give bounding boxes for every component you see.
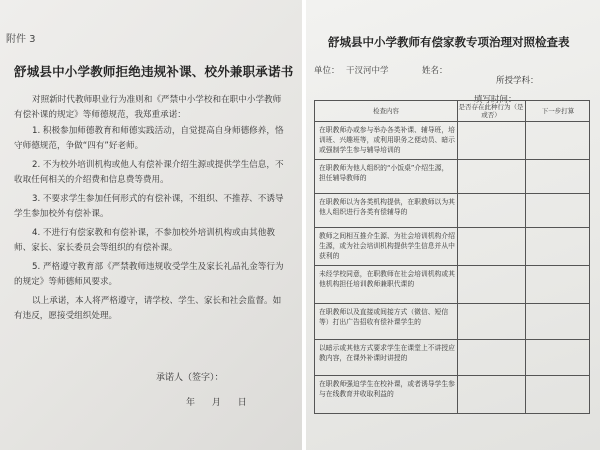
row-divider — [315, 265, 589, 266]
pledge-item: 4. 不进行有偿家教和有偿补课，不参加校外培训机构或由其他教师、家长、家长委员会等组织的有偿补课。 — [14, 228, 275, 253]
row-divider — [315, 193, 589, 194]
row-divider — [315, 227, 589, 228]
row-divider — [315, 159, 589, 160]
subject-label: 所授学科： — [496, 76, 539, 86]
checklist-table — [314, 100, 590, 414]
table-row: 以暗示或其他方式要求学生在课堂上不讲授应教内容，在课外补课时讲授的 — [319, 344, 455, 362]
attachment-label: 附件 3 — [6, 34, 36, 45]
checklist-document — [306, 0, 600, 450]
header-check-content: 检查内容 — [373, 107, 399, 115]
checklist-title: 舒城县中小学教师有偿家教专项治理对照检查表 — [328, 35, 570, 49]
row-divider — [315, 339, 589, 340]
pledge-item: 5. 严格遵守教育部《严禁教师违规收受学生及家长礼品礼金等行为的规定》等师德师风要求。 — [14, 262, 284, 287]
date-label: 年 月 日 — [186, 398, 247, 408]
pledge-item: 3. 不要求学生参加任何形式的有偿补课，不组织、不推荐、不诱导学生参加校外有偿补课。 — [14, 194, 284, 219]
row-divider — [315, 121, 589, 122]
fill-date-label: 填写时间： — [474, 95, 517, 105]
pledge-item: 1. 积极参加师德教育和师德实践活动，自觉提高自身师德修养，恪守师德规范，争做“四有”好老师。 — [14, 126, 284, 151]
table-divider — [525, 101, 526, 413]
signer-label: 承诺人（签字）： — [156, 373, 224, 383]
row-divider — [315, 303, 589, 304]
table-row: 在职教师强迫学生在校补课，或者诱导学生参与在线教育并收取利益的 — [319, 380, 455, 398]
pledge-item: 以上承诺，本人将严格遵守，请学校、学生、家长和社会监督。如有违反，愿接受组织处理。 — [14, 296, 282, 321]
table-row: 未经学校同意，在职教师在社会培训机构或其他机构担任培训教师兼职代课的 — [319, 270, 455, 288]
header-has-behavior: 是否存在此种行为（是或否） — [458, 103, 524, 119]
table-row: 教师之间相互推介生源、为社会培训机构介绍生源，或为社会培训机构提供学生信息并从中获利的 — [319, 232, 455, 260]
table-divider — [457, 101, 458, 413]
pledge-title: 舒城县中小学教师拒绝违规补课、校外兼职承诺书 — [14, 64, 294, 79]
pledge-intro: 对照新时代教师职业行为准则和《严禁中小学校和在职中小学教师有偿补课的规定》等师德规范，我郑重承诺： — [14, 95, 282, 120]
pledge-item: 2. 不为校外培训机构或他人有偿补课介绍生源或提供学生信息，不收取任何相关的介绍费和信息费等费用。 — [14, 160, 284, 185]
name-label: 姓名： — [422, 66, 448, 76]
pledge-items — [14, 124, 286, 328]
unit-label: 单位： — [314, 66, 340, 76]
unit-value: 干汊河中学 — [346, 66, 389, 76]
table-row: 在职教师办或参与举办各类补课、辅导班，培训班、兴趣班等，或利用职务之便动员、暗示或强制学生参与辅导培训的 — [319, 126, 455, 154]
table-row: 在职教师以为各类机构提供，在职教师以为其他人组织进行各类有偿辅导的 — [319, 198, 455, 216]
table-row: 在职教师以及直接或间接方式（微信、短信等）打出广告招收有偿补课学生的 — [319, 308, 449, 326]
row-divider — [315, 375, 589, 376]
table-row: 在职教师为他人组织的“小饭桌”介绍生源，担任辅导教师的 — [319, 164, 449, 182]
header-next-step: 下一步打算 — [541, 107, 575, 115]
